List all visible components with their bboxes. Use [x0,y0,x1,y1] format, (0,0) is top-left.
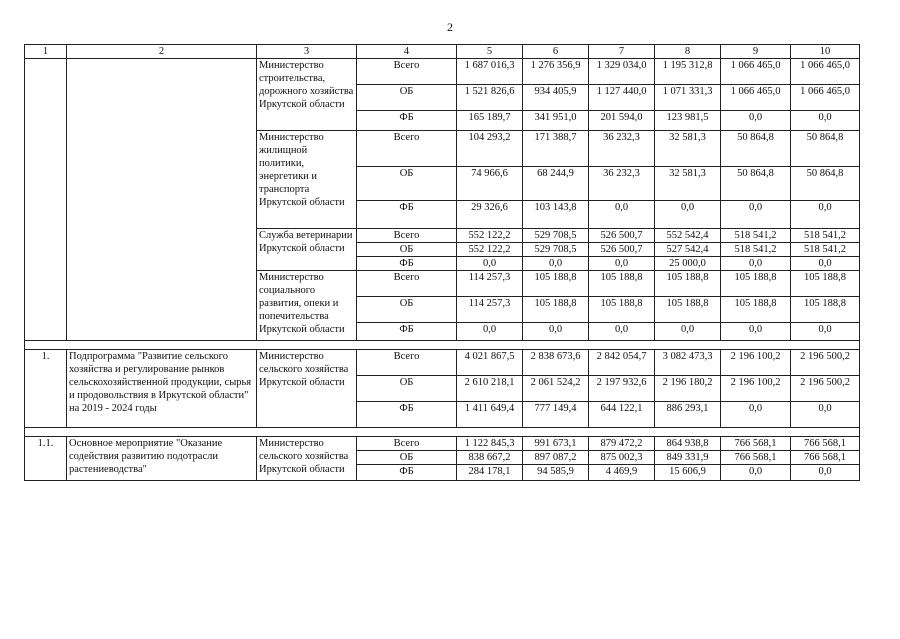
value-cell: 3 082 473,3 [655,350,721,376]
empty-cell [25,428,67,437]
indicator-cell: Всего [357,271,457,297]
value-cell: 529 708,5 [523,229,589,243]
value-cell: 2 197 932,6 [589,376,655,402]
value-cell: 766 568,1 [721,451,791,465]
value-cell: 284 178,1 [457,465,523,481]
value-cell: 105 188,8 [523,297,589,323]
empty-cell [721,341,791,350]
value-cell: 0,0 [655,201,721,229]
value-cell: 0,0 [589,201,655,229]
value-cell: 849 331,9 [655,451,721,465]
column-header: 5 [457,45,523,59]
value-cell: 105 188,8 [589,297,655,323]
value-cell: 875 002,3 [589,451,655,465]
table-row [25,59,860,85]
empty-cell [589,428,655,437]
value-cell: 0,0 [791,111,860,131]
value-cell: 74 966,6 [457,167,523,201]
value-cell: 1 071 331,3 [655,85,721,111]
empty-cell [357,341,457,350]
empty-cell [791,341,860,350]
value-cell: 552 122,2 [457,229,523,243]
value-cell: 0,0 [721,201,791,229]
column-header: 4 [357,45,457,59]
value-cell: 552 542,4 [655,229,721,243]
value-cell: 123 981,5 [655,111,721,131]
value-cell: 25 000,0 [655,257,721,271]
column-header: 7 [589,45,655,59]
value-cell: 103 143,8 [523,201,589,229]
value-cell: 0,0 [791,201,860,229]
value-cell: 2 196 180,2 [655,376,721,402]
value-cell: 105 188,8 [655,271,721,297]
value-cell: 2 196 500,2 [791,376,860,402]
value-cell: 36 232,3 [589,131,655,167]
empty-cell [655,428,721,437]
value-cell: 886 293,1 [655,402,721,428]
executor-name: Министерство социального развития, опеки и попечительства Иркутской области [257,271,357,341]
value-cell: 36 232,3 [589,167,655,201]
value-cell: 2 842 054,7 [589,350,655,376]
value-cell: 4 469,9 [589,465,655,481]
value-cell: 644 122,1 [589,402,655,428]
indicator-cell: ФБ [357,323,457,341]
empty-cell [457,428,523,437]
empty-cell [257,428,357,437]
value-cell: 2 196 500,2 [791,350,860,376]
empty-cell [257,341,357,350]
value-cell: 0,0 [523,257,589,271]
program-name: Основное мероприятие "Оказание содействия развитию подотрасли растениеводства" [67,437,257,481]
empty-cell [721,428,791,437]
value-cell: 104 293,2 [457,131,523,167]
separator-row [25,341,860,350]
indicator-cell: ОБ [357,167,457,201]
value-cell: 68 244,9 [523,167,589,201]
value-cell: 518 541,2 [791,243,860,257]
executor-name: Служба ветеринарии Иркутской области [257,229,357,271]
value-cell: 518 541,2 [791,229,860,243]
value-cell: 105 188,8 [791,271,860,297]
value-cell: 1 521 826,6 [457,85,523,111]
value-cell: 1 127 440,0 [589,85,655,111]
empty-cell [523,428,589,437]
value-cell: 0,0 [791,465,860,481]
column-header: 1 [25,45,67,59]
table-row [25,437,860,451]
indicator-cell: ОБ [357,451,457,465]
table-row [25,350,860,376]
row-number: 1.1. [25,437,67,481]
empty-cell [25,341,67,350]
value-cell: 526 500,7 [589,229,655,243]
value-cell: 0,0 [791,257,860,271]
value-cell: 879 472,2 [589,437,655,451]
indicator-cell: ФБ [357,465,457,481]
value-cell: 766 568,1 [791,451,860,465]
value-cell: 32 581,3 [655,131,721,167]
column-header: 8 [655,45,721,59]
value-cell: 1 066 465,0 [721,59,791,85]
indicator-cell: Всего [357,350,457,376]
value-cell: 94 585,9 [523,465,589,481]
value-cell: 864 938,8 [655,437,721,451]
value-cell: 0,0 [721,465,791,481]
value-cell: 1 122 845,3 [457,437,523,451]
value-cell: 1 066 465,0 [721,85,791,111]
value-cell: 29 326,6 [457,201,523,229]
value-cell: 105 188,8 [655,297,721,323]
empty-cell [791,428,860,437]
value-cell: 0,0 [457,323,523,341]
row-number [25,59,67,341]
executor-name: Министерство сельского хозяйства Иркутской области [257,350,357,428]
value-cell: 2 196 100,2 [721,376,791,402]
value-cell: 2 838 673,6 [523,350,589,376]
value-cell: 0,0 [791,323,860,341]
executor-name: Министерство сельского хозяйства Иркутской области [257,437,357,481]
value-cell: 0,0 [721,111,791,131]
value-cell: 341 951,0 [523,111,589,131]
empty-cell [67,428,257,437]
value-cell: 991 673,1 [523,437,589,451]
indicator-cell: Всего [357,131,457,167]
value-cell: 897 087,2 [523,451,589,465]
indicator-cell: Всего [357,229,457,243]
value-cell: 105 188,8 [589,271,655,297]
value-cell: 518 541,2 [721,243,791,257]
budget-table [24,44,860,481]
value-cell: 171 388,7 [523,131,589,167]
value-cell: 50 864,8 [791,167,860,201]
value-cell: 552 122,2 [457,243,523,257]
value-cell: 1 329 034,0 [589,59,655,85]
value-cell: 0,0 [589,323,655,341]
value-cell: 1 066 465,0 [791,59,860,85]
value-cell: 32 581,3 [655,167,721,201]
value-cell: 529 708,5 [523,243,589,257]
value-cell: 0,0 [589,257,655,271]
indicator-cell: Всего [357,437,457,451]
empty-cell [589,341,655,350]
empty-cell [357,428,457,437]
column-header: 9 [721,45,791,59]
value-cell: 0,0 [721,257,791,271]
value-cell: 0,0 [791,402,860,428]
value-cell: 0,0 [523,323,589,341]
value-cell: 50 864,8 [791,131,860,167]
executor-name: Министерство жилищной политики, энергетики и транспорта Иркутской области [257,131,357,229]
indicator-cell: ФБ [357,111,457,131]
value-cell: 105 188,8 [721,297,791,323]
indicator-cell: ОБ [357,376,457,402]
value-cell: 0,0 [721,323,791,341]
value-cell: 777 149,4 [523,402,589,428]
empty-cell [457,341,523,350]
value-cell: 0,0 [457,257,523,271]
column-header: 2 [67,45,257,59]
value-cell: 526 500,7 [589,243,655,257]
row-number: 1. [25,350,67,428]
indicator-cell: ФБ [357,257,457,271]
value-cell: 766 568,1 [721,437,791,451]
empty-cell [67,341,257,350]
value-cell: 50 864,8 [721,167,791,201]
separator-row [25,428,860,437]
page-number: 2 [447,20,453,34]
value-cell: 1 687 016,3 [457,59,523,85]
value-cell: 15 606,9 [655,465,721,481]
indicator-cell: ФБ [357,201,457,229]
column-header: 10 [791,45,860,59]
value-cell: 165 189,7 [457,111,523,131]
value-cell: 766 568,1 [791,437,860,451]
column-header: 6 [523,45,589,59]
value-cell: 114 257,3 [457,297,523,323]
indicator-cell: ОБ [357,297,457,323]
indicator-cell: ФБ [357,402,457,428]
value-cell: 105 188,8 [721,271,791,297]
value-cell: 0,0 [721,402,791,428]
value-cell: 527 542,4 [655,243,721,257]
value-cell: 1 276 356,9 [523,59,589,85]
value-cell: 2 196 100,2 [721,350,791,376]
empty-cell [523,341,589,350]
column-header: 3 [257,45,357,59]
value-cell: 934 405,9 [523,85,589,111]
value-cell: 1 195 312,8 [655,59,721,85]
value-cell: 105 188,8 [791,297,860,323]
value-cell: 838 667,2 [457,451,523,465]
value-cell: 0,0 [655,323,721,341]
indicator-cell: Всего [357,59,457,85]
value-cell: 50 864,8 [721,131,791,167]
program-name [67,59,257,341]
executor-name: Министерство строительства, дорожного хозяйства Иркутской области [257,59,357,131]
program-name: Подпрограмма "Развитие сельского хозяйства и регулирование рынков сельскохозяйственной продукции, сырья и продовольствия в Иркутской области" на 2019 - 2024 годы [67,350,257,428]
indicator-cell: ОБ [357,85,457,111]
value-cell: 105 188,8 [523,271,589,297]
value-cell: 2 061 524,2 [523,376,589,402]
value-cell: 2 610 218,1 [457,376,523,402]
value-cell: 518 541,2 [721,229,791,243]
value-cell: 1 066 465,0 [791,85,860,111]
empty-cell [655,341,721,350]
value-cell: 201 594,0 [589,111,655,131]
value-cell: 1 411 649,4 [457,402,523,428]
value-cell: 4 021 867,5 [457,350,523,376]
header-row [25,45,860,59]
value-cell: 114 257,3 [457,271,523,297]
indicator-cell: ОБ [357,243,457,257]
